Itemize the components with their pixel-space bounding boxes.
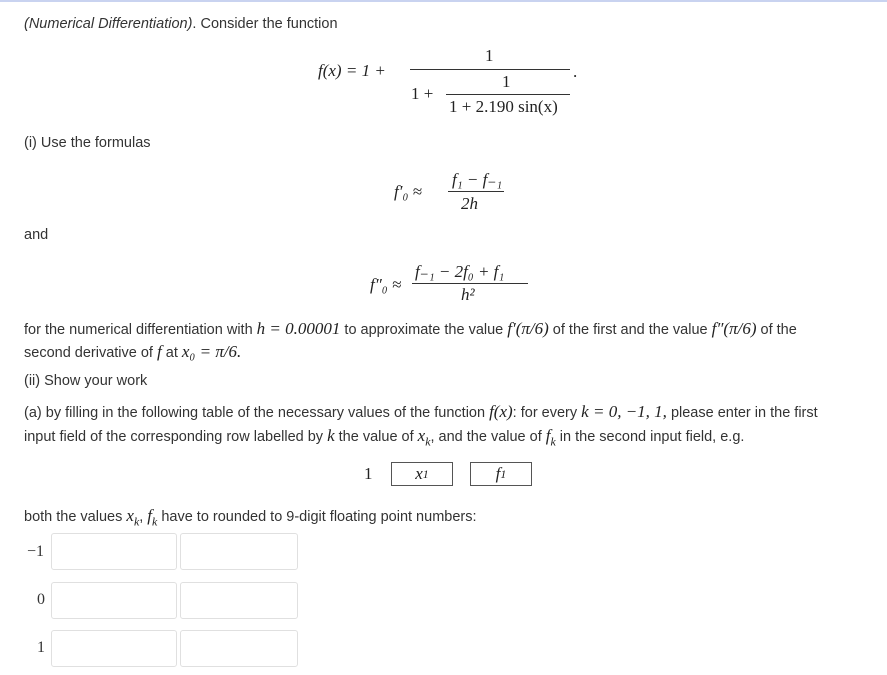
function-lhs: f(x) = 1 + — [318, 61, 386, 80]
row-label-1: 1 — [37, 639, 45, 656]
formula2-num: f₋₁ − 2f₀ + f₁ — [415, 262, 505, 281]
intro-topic: (Numerical Differentiation) — [24, 16, 193, 32]
formula1-bar — [448, 191, 504, 192]
fraction-bar-outer — [410, 69, 570, 70]
fraction-bar-inner — [446, 94, 570, 95]
f-input-k-1[interactable] — [180, 630, 298, 667]
intro-text: . Consider the function — [192, 16, 338, 32]
formula1-den: 2h — [461, 194, 478, 213]
f-input-k-0[interactable] — [180, 582, 298, 619]
example-label: 1 — [364, 464, 373, 483]
x0-expr: x₀ = π/6. — [181, 342, 242, 361]
formula1-num: f₁ − f₋₁ — [452, 170, 503, 189]
formula2-lhs: f″₀ ≈ — [370, 275, 402, 294]
part-a-line2: input field of the corresponding row labelled by k the value of $x_k$, and the value of $f_k$ in the second input field, e.g. — [24, 426, 745, 449]
para-line1: for the numerical differentiation with h = 0.00001 to approximate the value f′(π/6) of the first and the value f″(π/6) of the — [24, 319, 797, 338]
x-input-k-0[interactable] — [51, 582, 177, 619]
h-expression: h = 0.00001 — [256, 319, 341, 338]
function-num1: 1 — [485, 46, 494, 65]
formula1-lhs: f′₀ ≈ — [394, 182, 422, 201]
function-den-prefix: 1 + — [411, 84, 434, 103]
f-input-k-minus1[interactable] — [180, 533, 298, 570]
example-box-f: f 1 — [470, 462, 532, 486]
formula2-den: h² — [461, 285, 475, 304]
x-input-k-1[interactable] — [51, 630, 177, 667]
first-derivative-expr: f′(π/6) — [507, 319, 549, 338]
rounding-note: both the values $x_k$, $f_k$ have to rounded to 9-digit floating point numbers: — [24, 506, 477, 529]
function-end: . — [573, 62, 578, 81]
example-box-x: x 1 — [391, 462, 453, 486]
x-input-k-minus1[interactable] — [51, 533, 177, 570]
part-a-line1: (a) by filling in the following table of the necessary values of the function f(x): for every k = 0, −1, 1, please enter in the first — [24, 402, 818, 421]
part-ii-label: (ii) Show your work — [24, 373, 148, 389]
intro-line — [24, 16, 338, 32]
function-den2: 1 + 2.190 sin(x) — [449, 97, 558, 116]
second-derivative-expr: f″(π/6) — [711, 319, 757, 338]
row-label-0: 0 — [37, 591, 45, 608]
para-line2: second derivative of f at x₀ = π/6. — [24, 342, 242, 361]
and-text: and — [24, 227, 49, 243]
formula2-bar — [412, 283, 528, 284]
function-num2: 1 — [502, 72, 511, 91]
k-set-expr: k = 0, −1, 1, — [581, 402, 667, 421]
row-label-minus1: −1 — [27, 543, 45, 560]
part-i-label: (i) Use the formulas — [24, 135, 151, 151]
